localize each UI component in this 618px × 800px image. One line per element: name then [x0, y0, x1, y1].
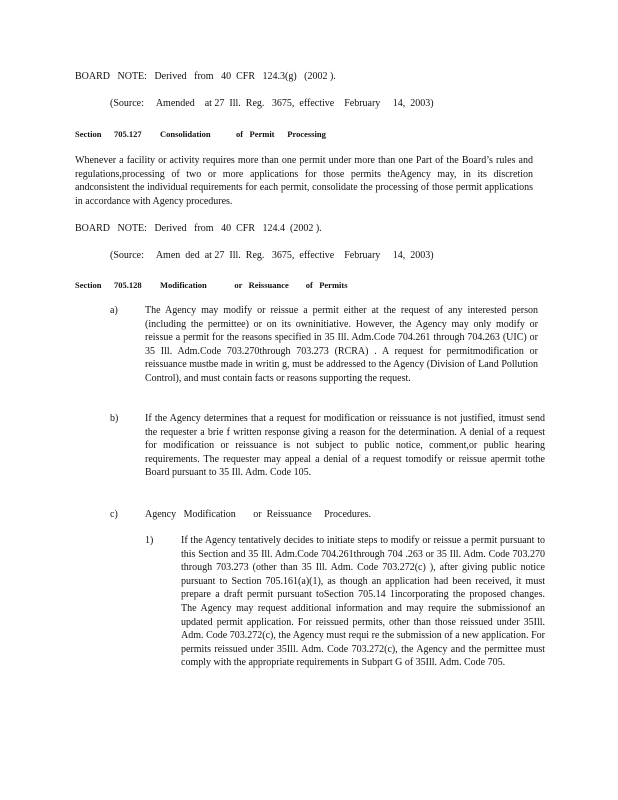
section-number: 705.127 [114, 129, 142, 139]
item-label: a) [110, 305, 118, 316]
section-title: Modification or Reissuance of Permits [160, 280, 348, 290]
paragraph-705-127: Whenever a facility or activity requires more than one permit under more than one Part of the Board’s rules and regulations,processing of two or more applications for those permits theAgency may, in its discretion andconsistent the individual requirements for each permit, consolidate the processing of those permit applications in accordance with Agency procedures. [75, 155, 533, 207]
section-label: Section [75, 129, 102, 139]
board-note-2: BOARD NOTE: Derived from 40 CFR 124.4 (2002 ). [75, 223, 322, 234]
source-note-2: (Source: Amen ded at 27 Ill. Reg. 3675, effective February 14, 2003) [110, 250, 434, 261]
source-note-1: (Source: Amended at 27 Ill. Reg. 3675, effective February 14, 2003) [110, 98, 434, 109]
section-number: 705.128 [114, 280, 142, 290]
item-label: c) [110, 509, 118, 520]
sub-item-label: 1) [145, 535, 154, 546]
section-label: Section [75, 280, 102, 290]
item-label: b) [110, 413, 119, 424]
item-text: If the Agency determines that a request for modification or reissuance is not justified, itmust send the requester a brie f written response giving a reason for the determination. A denial of a request for modification or reissuance is not subject to public notice, comment,or public hearing requirements. The requester may appeal a denial of a request tomodify or reissue apermit tothe Board pursuant to 35 Ill. Adm. Code 105. [145, 413, 545, 479]
section-title: Consolidation of Permit Processing [160, 129, 326, 139]
board-note-1: BOARD NOTE: Derived from 40 CFR 124.3(g) (2002 ). [75, 71, 336, 82]
item-text: Agency Modification or Reissuance Procedures. [145, 509, 372, 520]
sub-item-text: If the Agency tentatively decides to initiate steps to modify or reissue a permit pursuant to this Section and 35 Ill. Adm.Code 704.261through 704 .263 or 35 Ill. Adm. Code 703.270 through 703.273 (other than 35 Ill. Adm. Code 703.272(c) ), after giving public notice pursuant to Section 705.161(a)(1), as though an application had been received, it must prepare a draft permit pursuant toSection 705.14 1incorporating the proposed changes. The Agency may request additional information and may require the submissionof an updated permit application. For reissued permits, other than those reissued under 35Ill. Adm. Code 703.272(c), the Agency must requi re the submission of a new application. For permits reissued under 35Ill. Adm. Code 703.272(c), the Agency and the permittee must comply with the appropriate requirements in Subpart G of 35Ill. Adm. Code 705. [181, 535, 545, 669]
item-text: The Agency may modify or reissue a permit either at the request of any interested person (including the permittee) or on its owninitiative. However, the Agency may only modify or reissue a permit for the reasons specified in 35 Ill. Adm.Code 704.261 through 704.263 (UIC) or 35 Ill. Adm.Code 703.270through 703.273 (RCRA) . A request for permitmodification or reissuance mustbe made in writin g, must be addressed to the Agency (Division of Land Pollution Control), and must contain facts or reasons supporting the request. [145, 305, 538, 384]
